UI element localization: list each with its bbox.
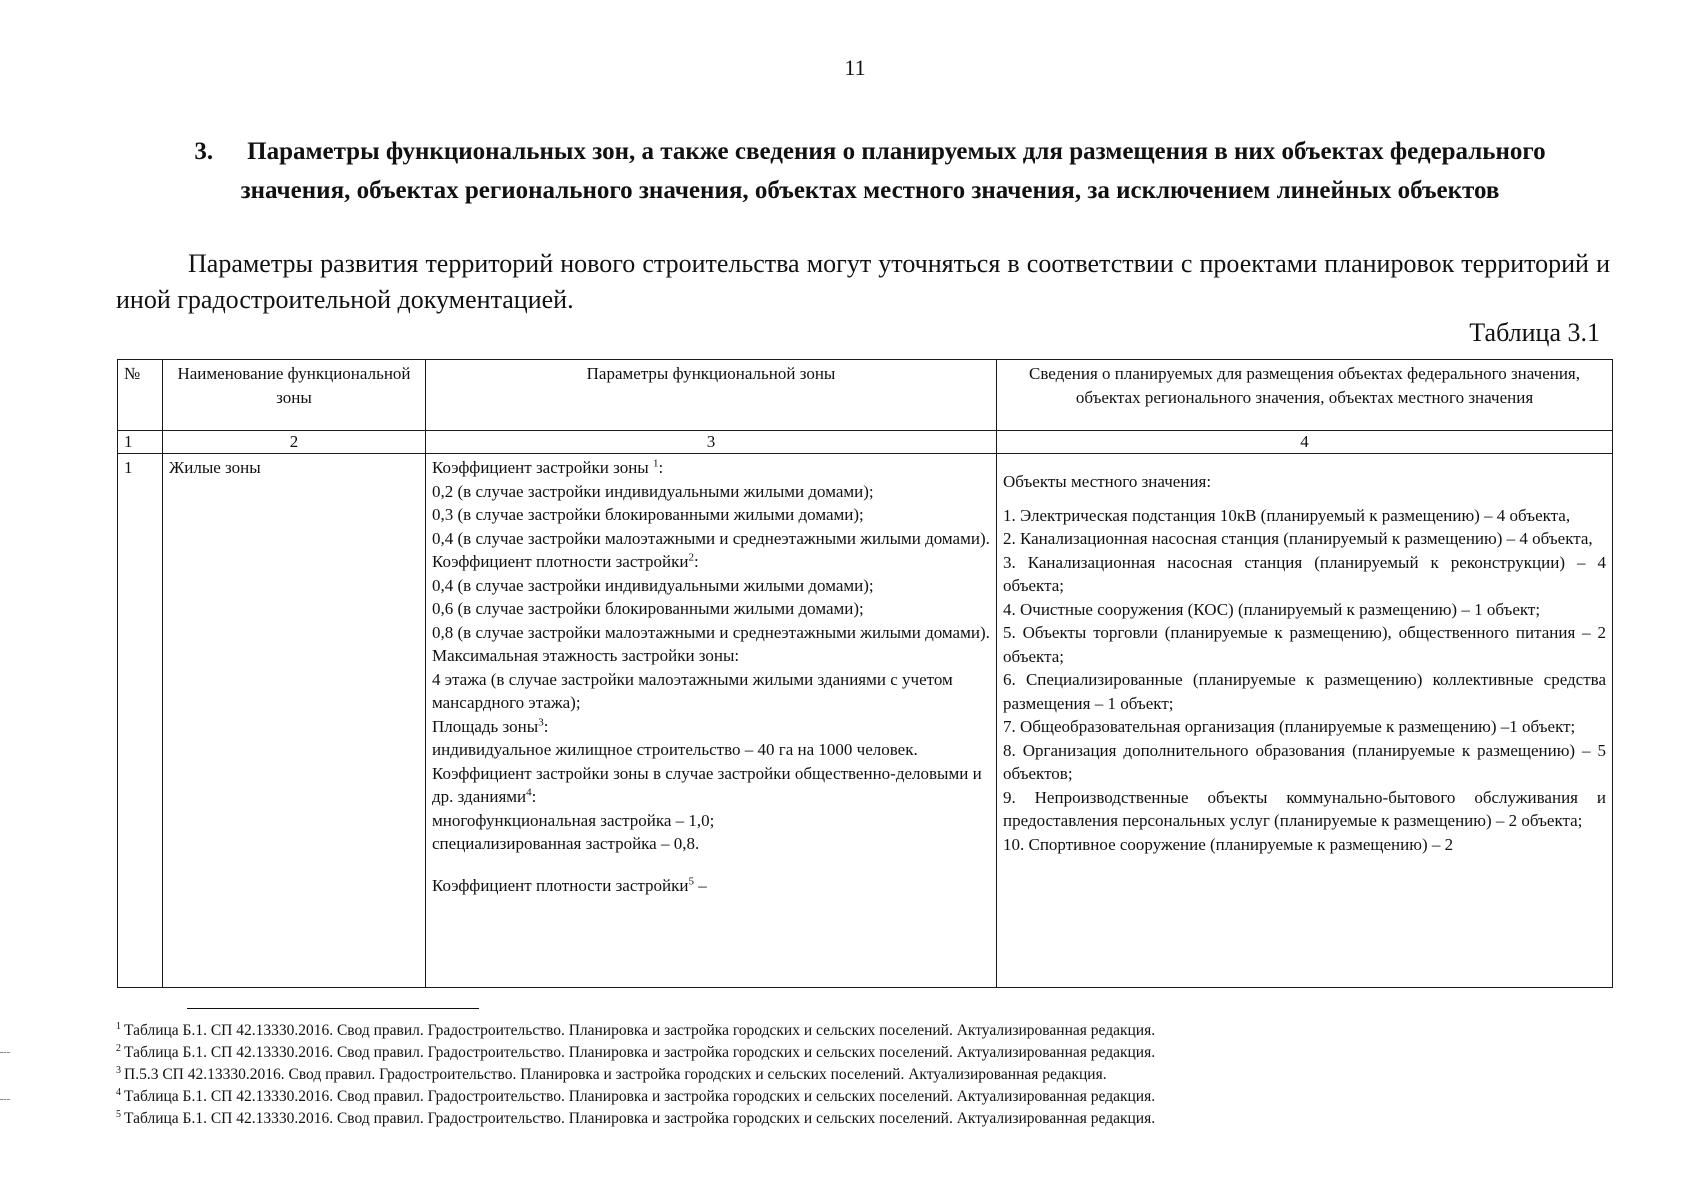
header-zone-name: Наименование функциональной зоны (163, 360, 426, 431)
footnote-mark: 4 (116, 1086, 121, 1098)
header-number: № (118, 360, 163, 431)
footnote-mark: 1 (116, 1020, 121, 1032)
page-number: 11 (844, 55, 866, 80)
footnote-mark: 3 (116, 1064, 121, 1076)
footnote-ref: 3 (538, 715, 544, 728)
footnote-text: Таблица Б.1. СП 42.13330.2016. Свод правил. Градостроительство. Планировка и застройка городских и сельских поселений. Актуализированная редакция. (124, 1044, 1156, 1061)
param-line: Максимальная этажность застройки зоны: (432, 646, 740, 665)
param-line: Коэффициент застройки зоны в случае застройки общественно-деловыми и др. зданиями$^4$: (432, 763, 982, 806)
column-number-row (118, 431, 1613, 454)
param-line: 0,3 (в случае застройки блокированными жилыми домами); (432, 505, 864, 524)
list-item: 1. Электрическая подстанция 10кВ (планируемый к размещению) – 4 объекта, (1003, 505, 1571, 525)
list-item: 6. Специализированные (планируемые к размещению) коллективные средства размещения – 1 объект; (1003, 670, 1606, 713)
table-caption: Таблица 3.1 (1469, 318, 1600, 347)
list-item: 4. Очистные сооружения (КОС) (планируемый к размещению) – 1 объект; (1003, 599, 1541, 619)
footnotes (116, 1020, 1596, 1130)
footnote-divider (187, 1008, 479, 1009)
footnote-ref: 5 (688, 874, 694, 887)
footnote-ref: 4 (526, 786, 532, 799)
list-item: 7. Общеобразовательная организация (планируемые к размещению) –1 объект; (1003, 717, 1576, 736)
column-number: 3 (426, 431, 997, 454)
list-item: 10. Спортивное сооружение (планируемые к размещению) – 2 (1003, 834, 1454, 854)
table-header-row (118, 360, 1613, 431)
param-line: Коэффициент застройки зоны $^1$: (432, 457, 664, 477)
section-title: Параметры функциональных зон, а также сведения о планируемых для размещения в них объектах федерального значения, объектах регионального значения, объектах местного значения, за исключением линейных объектов (240, 138, 1546, 204)
spacer (432, 856, 990, 874)
intro-paragraph: Параметры развития территорий нового строительства могут уточняться в соответствии с проектами планировок территорий и иной градостроительной документацией. (116, 249, 1610, 314)
param-line: 0,2 (в случае застройки индивидуальными жилыми домами); (432, 481, 874, 501)
footnote-ref: 1 (652, 457, 659, 470)
footnote-mark: 5 (116, 1108, 121, 1120)
footnote-text: П.5.3 СП 42.13330.2016. Свод правил. Градостроительство. Планировка и застройка городских и сельских поселений. Актуализированная редакция. (124, 1066, 1107, 1083)
zone-parameters-table (117, 359, 1613, 988)
zone-name: Жилые зоны (163, 454, 426, 988)
param-line: Коэффициент плотности застройки$^2$: (432, 551, 699, 571)
planned-objects-title: Объекты местного значения: (1003, 472, 1212, 491)
column-number: 1 (118, 431, 163, 454)
list-item: 2. Канализационная насосная станция (планируемый к размещению) – 4 объекта, (1003, 529, 1593, 548)
header-zone-params: Параметры функциональной зоны (426, 360, 997, 431)
list-item: 9. Непроизводственные объекты коммунально-бытового обслуживания и предоставления персональных услуг (планируемые к размещению) – 2 объекта; (1003, 787, 1606, 830)
param-line: Площадь зоны$^3$: (432, 715, 549, 736)
row-number: 1 (118, 454, 163, 988)
param-line: многофункциональная застройка – 1,0; (432, 810, 715, 830)
footnote-text: Таблица Б.1. СП 42.13330.2016. Свод правил. Градостроительство. Планировка и застройка городских и сельских поселений. Актуализированная редакция. (124, 1110, 1156, 1127)
section-heading (170, 132, 1570, 210)
footnote-text: Таблица Б.1. СП 42.13330.2016. Свод правил. Градостроительство. Планировка и застройка городских и сельских поселений. Актуализированная редакция. (124, 1022, 1156, 1039)
table-row (118, 454, 1613, 988)
planned-objects-cell (997, 454, 1613, 988)
param-line: Коэффициент плотности застройки$^5$ – (432, 874, 707, 895)
param-line: индивидуальное жилищное строительство – 40 га на 1000 человек. (432, 740, 918, 759)
column-number: 4 (997, 431, 1613, 454)
footnote-ref: 2 (688, 551, 694, 564)
param-line: 4 этажа (в случае застройки малоэтажными жилыми зданиями с учетом мансардного этажа); (432, 669, 953, 712)
scan-edge-marks (0, 1052, 10, 1100)
param-line: 0,8 (в случае застройки малоэтажными и среднеэтажными жилыми домами). (432, 622, 990, 642)
section-number: 3. (194, 138, 214, 165)
list-item: 3. Канализационная насосная станция (планируемый к реконструкции) – 4 объекта; (1003, 552, 1606, 595)
footnote (116, 1020, 1596, 1042)
footnote (116, 1064, 1596, 1086)
header-planned-objects: Сведения о планируемых для размещения объектах федерального значения, объектах регионального значения, объектах местного значения (997, 360, 1613, 431)
footnote (116, 1042, 1596, 1064)
footnote (116, 1108, 1596, 1130)
list-item: 8. Организация дополнительного образования (планируемые к размещению) – 5 объектов; (1003, 740, 1606, 783)
column-number: 2 (163, 431, 426, 454)
footnote-text: Таблица Б.1. СП 42.13330.2016. Свод правил. Градостроительство. Планировка и застройка городских и сельских поселений. Актуализированная редакция. (124, 1088, 1156, 1105)
zone-parameters-cell (426, 454, 997, 988)
param-line: 0,4 (в случае застройки малоэтажными и среднеэтажными жилыми домами). (432, 528, 990, 548)
param-line: 0,6 (в случае застройки блокированными жилыми домами); (432, 599, 864, 618)
param-line: специализированная застройка – 0,8. (432, 834, 700, 853)
list-item: 5. Объекты торговли (планируемые к размещению), общественного питания – 2 объекта; (1003, 623, 1606, 666)
footnote-mark: 2 (116, 1042, 121, 1054)
footnote (116, 1086, 1596, 1108)
param-line: 0,4 (в случае застройки индивидуальными жилыми домами); (432, 575, 874, 595)
